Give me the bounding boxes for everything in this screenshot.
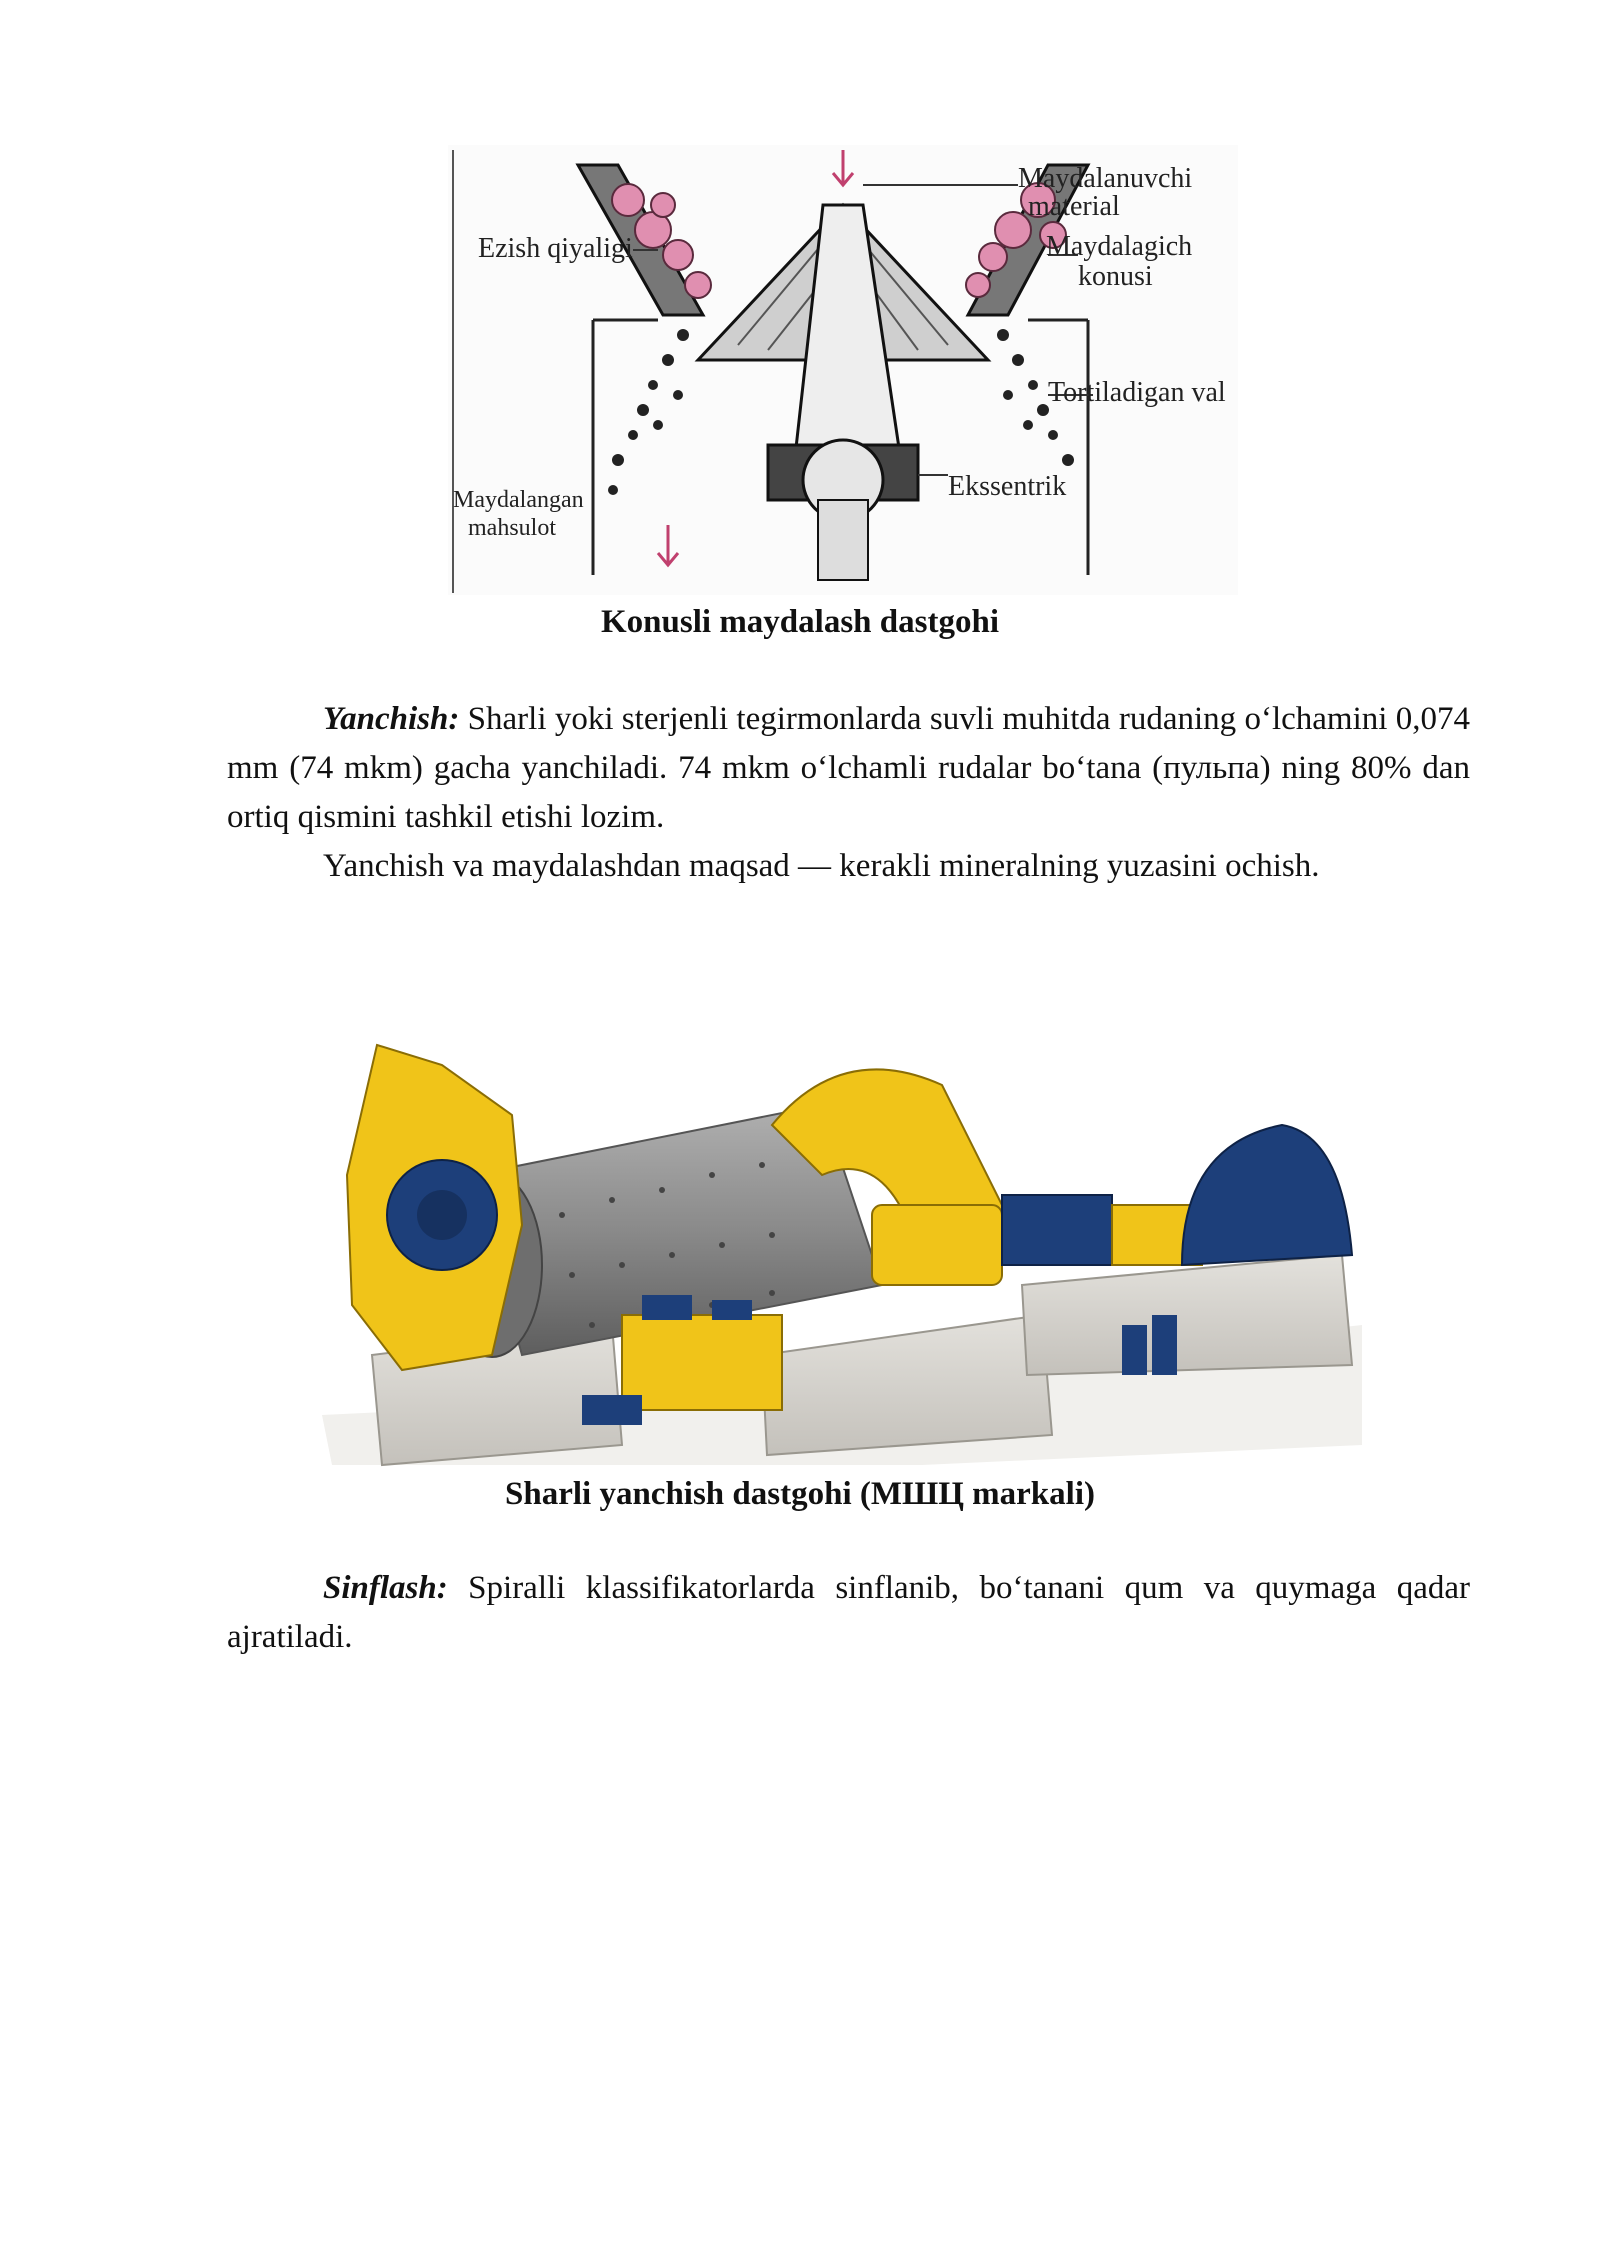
label-cone: Maydalagich [1046, 231, 1193, 262]
label-bowl: Ezish qiyaligi [478, 233, 633, 264]
label-product-2: mahsulot [468, 515, 556, 541]
label-shaft: Tortiladigan val [1048, 377, 1226, 408]
figure2-caption: Sharli yanchish dastgohi (МШЦ markali) [505, 1476, 1095, 1512]
paragraph-yanchish-text: Sharli yoki sterjenli tegirmonlarda suvli muhitda rudaning o‘lchamini 0,074 mm (74 mkm) gacha yanchiladi. 74 mkm o‘lchamli rudalar bo‘tana (пульпа) ning 80% dan ortiq qismini tashkil etishi lozim. [227, 701, 1470, 835]
ball-mill-image [322, 1025, 1367, 1470]
label-crushed-material-2: material [1028, 191, 1120, 222]
term-yanchish: Yanchish: [323, 701, 460, 737]
label-product: Maydalangan [453, 487, 584, 513]
figure1-caption: Konusli maydalash dastgohi [601, 604, 999, 640]
paragraph-yanchish-2: Yanchish va maydalashdan maqsad — kerakli mineralning yuzasini ochish. [323, 848, 1320, 884]
ball-mill-drawing [322, 1025, 1367, 1470]
term-sinflash: Sinflash: [323, 1570, 448, 1606]
label-eccentric: Ekssentrik [948, 471, 1067, 502]
paragraph-sinflash-text: Spiralli klassifikatorlarda sinflanib, bo‘tanani qum va quymaga qadar ajratiladi. [227, 1570, 1470, 1655]
cone-crusher-diagram [448, 145, 1238, 595]
label-cone-2: konusi [1078, 261, 1153, 292]
label-crushed-material: Maydalanuvchi [1018, 163, 1193, 194]
paragraph-sinflash [227, 1564, 1470, 1662]
cone-crusher-drawing [448, 145, 1238, 595]
paragraph-yanchish [227, 695, 1470, 842]
